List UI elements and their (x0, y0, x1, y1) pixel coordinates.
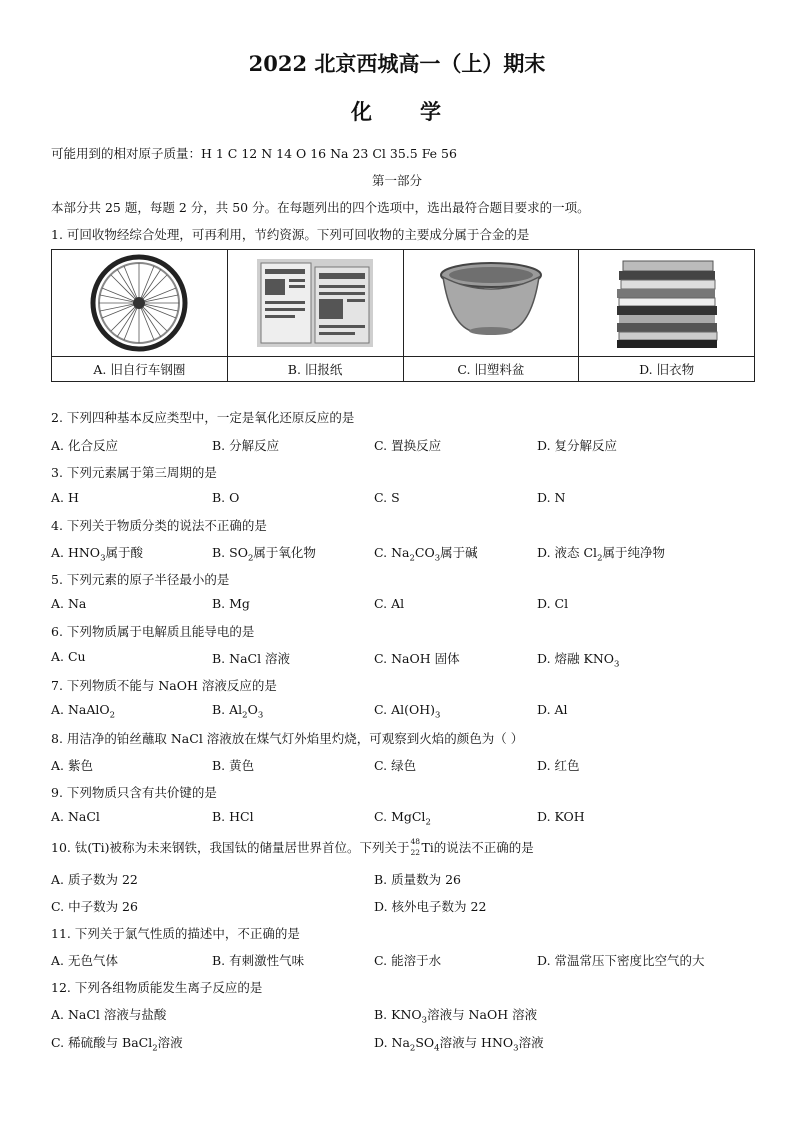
q6-option-b: B. NaCl 溶液 (212, 651, 291, 666)
q9-option-b: B. HCl (212, 809, 254, 824)
q1-stem: 1. 可回收物经综合处理，可再利用，节约资源。下列可回收物的主要成分属于合金的是 (51, 227, 530, 242)
q12-option-a: A. NaCl 溶液与盐酸 (51, 1007, 167, 1022)
q5-option-c: C. Al (374, 596, 405, 611)
q1-image-table (51, 249, 755, 382)
q8-option-b: B. 黄色 (212, 758, 255, 773)
q1-image-b (227, 250, 403, 357)
q11-option-a: A. 无色气体 (51, 953, 118, 968)
q3-option-a: A. H (51, 490, 79, 505)
q7-option-b: B. $Al_2O_3$ (212, 702, 264, 721)
q4-stem: 4. 下列关于物质分类的说法不正确的是 (51, 518, 267, 533)
q10-stem: 10. 钛(Ti)被称为未来钢铁，我国钛的储量居世界首位。下列关于 48 22 Ti的说法不正确的是 (51, 837, 534, 857)
q7-option-c: C. $Al(OH)_3$ (374, 702, 441, 721)
q11-option-d: D. 常温常压下密度比空气的大 (537, 953, 705, 968)
q9-stem: 9. 下列物质只含有共价键的是 (51, 785, 217, 800)
q2-option-a: A. 化合反应 (51, 438, 118, 453)
bicycle-wheel-icon (84, 253, 194, 353)
part-title: 第一部分 (371, 173, 422, 188)
isotope-notation: 48 22 (410, 837, 420, 857)
instructions: 本部分共 25 题，每题 2 分，共 50 分。在每题列出的四个选项中，选出最符合题目要求的一项。 (51, 200, 590, 215)
q3-option-d: D. N (537, 490, 566, 505)
q6-stem: 6. 下列物质属于电解质且能导电的是 (51, 624, 255, 639)
q6-option-d: D. 熔融 $KNO_3$ (537, 651, 620, 670)
q6-option-c: C. NaOH 固体 (374, 651, 460, 666)
q1-image-d (579, 250, 755, 357)
q2-option-b: B. 分解反应 (212, 438, 280, 453)
q12-stem: 12. 下列各组物质能发生离子反应的是 (51, 980, 263, 995)
q12-option-d: D. $Na_2SO_4$溶液与 $HNO_3$溶液 (374, 1035, 544, 1054)
q5-option-a: A. Na (51, 596, 87, 611)
q7-option-d: D. Al (537, 702, 568, 717)
q1-caption-c: C. 旧塑料盆 (403, 357, 579, 382)
q10-option-a: A. 质子数为 22 (51, 872, 138, 887)
atomic-masses: 可能用到的相对原子质量：H 1 C 12 N 14 O 16 Na 23 Cl 35.5 Fe 56 (51, 146, 457, 161)
q7-stem: 7. 下列物质不能与 NaOH 溶液反应的是 (51, 678, 277, 693)
q9-option-c: C. MgCl$_2$ (374, 809, 431, 828)
q4-option-a: A. $HNO_3$属于酸 (51, 545, 143, 564)
q1-caption-d: D. 旧衣物 (579, 357, 755, 382)
subject-char-1: 化 (351, 99, 374, 124)
q8-option-c: C. 绿色 (374, 758, 417, 773)
q2-stem: 2. 下列四种基本反应类型中，一定是氧化还原反应的是 (51, 410, 355, 425)
q3-stem: 3. 下列元素属于第三周期的是 (51, 465, 217, 480)
q8-stem: 8. 用洁净的铂丝蘸取 NaCl 溶液放在煤气灯外焰里灼烧，可观察到火焰的颜色为（ ） (51, 731, 524, 746)
q11-option-b: B. 有刺激性气味 (212, 953, 305, 968)
subject-char-2: 学 (420, 99, 443, 124)
q1-image-a (52, 250, 228, 357)
q5-stem: 5. 下列元素的原子半径最小的是 (51, 572, 230, 587)
q10-option-b: B. 质量数为 26 (374, 872, 462, 887)
q2-option-c: C. 置换反应 (374, 438, 442, 453)
q1-image-c (403, 250, 579, 357)
q4-option-c: C. $Na_2CO_3$属于碱 (374, 545, 478, 564)
q4-option-d: D. 液态 $Cl_2$属于纯净物 (537, 545, 665, 564)
exam-title: 2022 北京西城高一（上）期末 (248, 51, 546, 76)
q9-option-d: D. KOH (537, 809, 585, 824)
q5-option-b: B. Mg (212, 596, 250, 611)
plastic-basin-icon (436, 253, 546, 353)
subject-title (0, 96, 794, 126)
q11-option-c: C. 能溶于水 (374, 953, 442, 968)
q5-option-d: D. Cl (537, 596, 569, 611)
newspaper-stack-icon (253, 253, 377, 353)
q8-option-a: A. 紫色 (51, 758, 93, 773)
q8-option-d: D. 红色 (537, 758, 580, 773)
q10-option-d: D. 核外电子数为 22 (374, 899, 487, 914)
q1-caption-a: A. 旧自行车钢圈 (52, 357, 228, 382)
q11-stem: 11. 下列关于氯气性质的描述中，不正确的是 (51, 926, 300, 941)
q12-option-c: C. 稀硫酸与 BaCl$_2$溶液 (51, 1035, 183, 1054)
folded-clothes-icon (605, 253, 729, 353)
q3-option-b: B. O (212, 490, 240, 505)
q6-option-a: A. Cu (51, 649, 86, 664)
q1-caption-b: B. 旧报纸 (227, 357, 403, 382)
q2-option-d: D. 复分解反应 (537, 438, 618, 453)
q4-option-b: B. $SO_2$属于氧化物 (212, 545, 316, 564)
q3-option-c: C. S (374, 490, 400, 505)
q7-option-a: A. NaAlO$_2$ (51, 702, 116, 721)
q10-option-c: C. 中子数为 26 (51, 899, 138, 914)
q12-option-b: B. $KNO_3$溶液与 NaOH 溶液 (374, 1007, 538, 1026)
q9-option-a: A. NaCl (51, 809, 100, 824)
